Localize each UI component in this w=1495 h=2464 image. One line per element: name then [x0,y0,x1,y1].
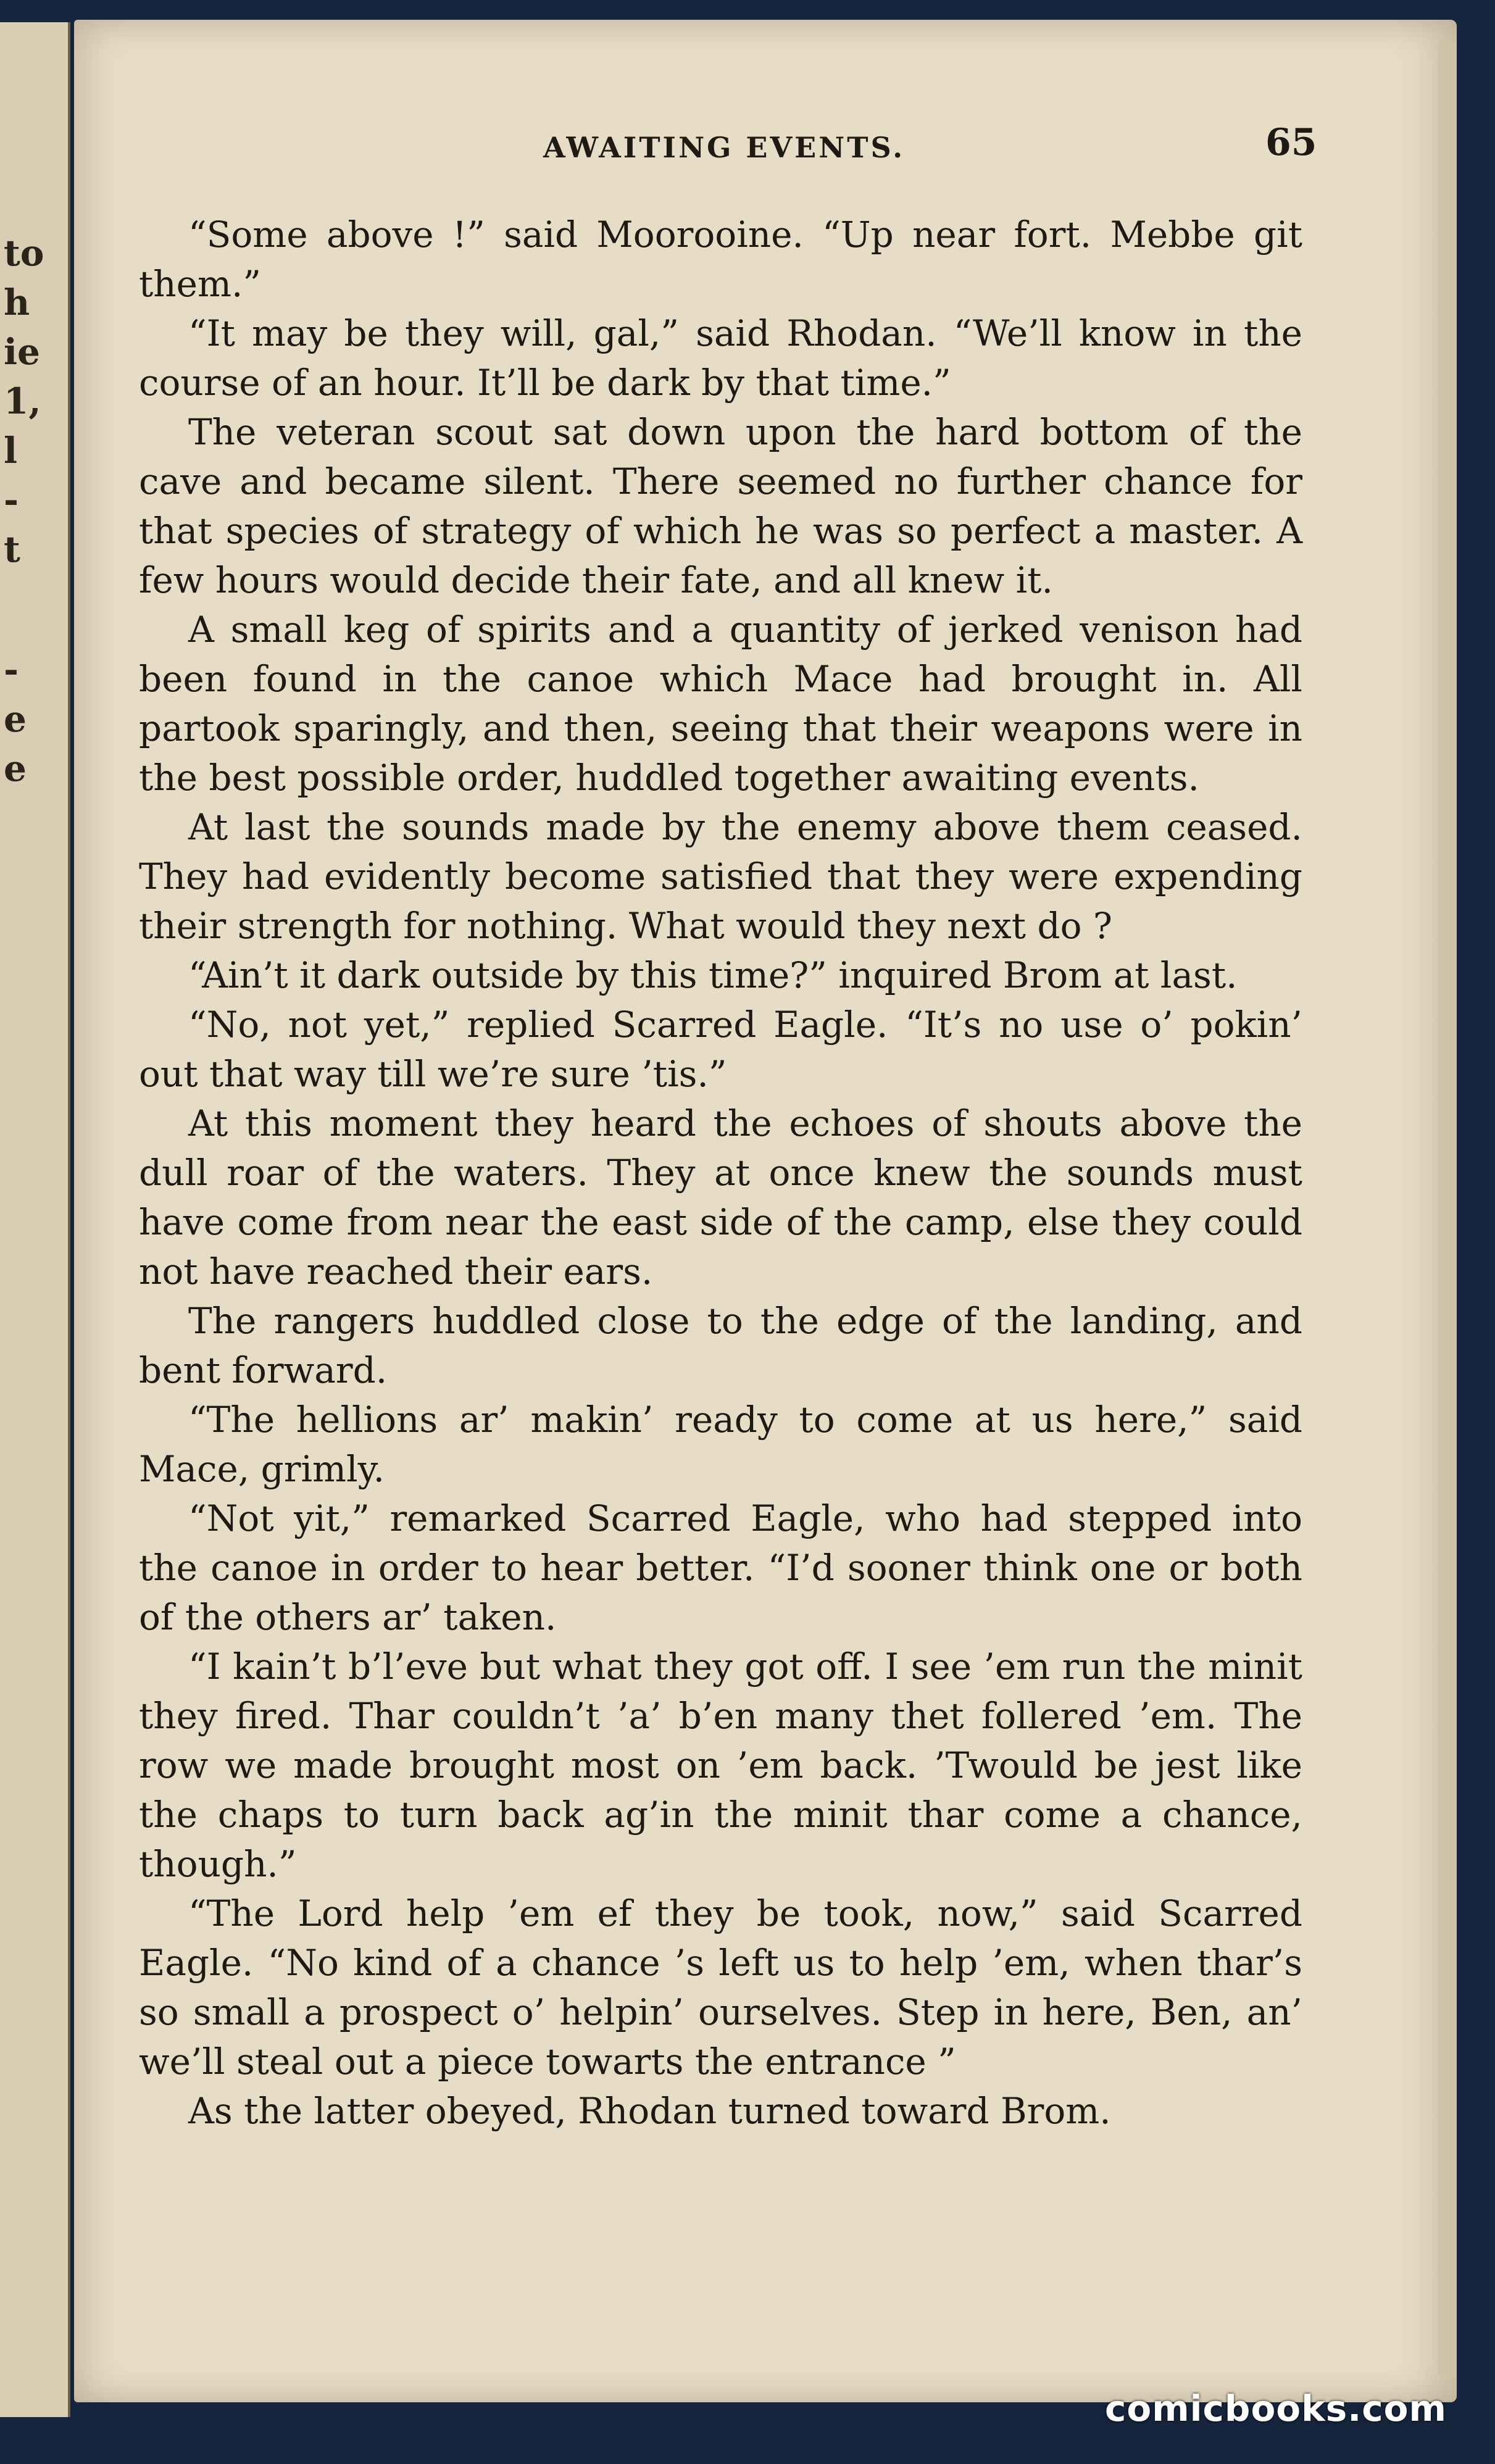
left-fragment: ie [4,331,40,373]
paragraph: “The Lord help ’em ef they be took, now,” said Scarred Eagle. “No kind of a chance ’s left us to help ’em, when thar’s so small a prospect o’ helpin’ ourselves. Step in here, Ben, an’ we’ll steal out a piece towarts the entrance ” [139,1892,1302,2083]
paragraph: “No, not yet,” replied Scarred Eagle. “It’s no use o’ pokin’ out that way till we’re sure ’tis.” [139,1004,1302,1095]
paragraph: “It may be they will, gal,” said Rhodan. “We’ll know in the course of an hour. It’ll be dark by that time.” [139,312,1302,404]
paragraph: “Some above !” said Moorooine. “Up near fort. Mebbe git them.” [139,214,1302,305]
page-number: 65 [1265,121,1317,164]
running-title: AWAITING EVENTS. [543,131,906,164]
body-text [139,210,1302,2136]
left-fragment: 1, [4,380,41,422]
paragraph: At this moment they heard the echoes of shouts above the dull roar of the waters. They at once knew the sounds must have come from near the east side of the camp, else they could not have reached their ears. [139,1102,1302,1292]
left-fragment: e [4,747,27,789]
paragraph: “Not yit,” remarked Scarred Eagle, who had stepped into the canoe in order to hear better. “I’d sooner think one or both of the others ar’ taken. [139,1497,1302,1638]
left-fragment: e [4,698,27,740]
page-edge [1438,43,1457,2376]
paragraph: At last the sounds made by the enemy above them ceased. They had evidently become satisfied that they were expending their strength for nothing. What would they next do ? [139,806,1302,947]
left-fragment: t [4,528,20,570]
paragraph: “Ain’t it dark outside by this time?” inquired Brom at last. [188,954,1238,996]
watermark: comicbooks.com [1105,2387,1447,2429]
left-fragment: to [4,232,44,274]
paragraph: The veteran scout sat down upon the hard bottom of the cave and became silent. There seemed no further chance for that species of strategy of which he was so perfect a master. A few hours would decide their fate, and all knew it. [139,411,1302,601]
left-fragment: - [4,479,19,521]
paragraph: “I kain’t b’l’eve but what they got off. I see ’em run the minit they fired. Thar couldn’t ’a’ b’en many thet follered ’em. The row we made brought most on ’em back. ’Twould be jest like the chaps to turn back ag’in the minit thar come a chance, though.” [139,1646,1302,1885]
left-fragment: - [4,649,19,691]
left-page-edge [0,22,70,2417]
paragraph: A small keg of spirits and a quantity of jerked venison had been found in the canoe which Mace had brought in. All partook sparingly, and then, seeing that their weapons were in the best possible order, huddled together awaiting events. [139,609,1302,799]
paragraph: “The hellions ar’ makin’ ready to come at us here,” said Mace, grimly. [139,1399,1302,1490]
left-fragment: l [4,430,18,472]
paragraph: The rangers huddled close to the edge of the landing, and bent forward. [139,1300,1302,1391]
left-fragment: h [4,281,30,323]
paragraph: As the latter obeyed, Rhodan turned toward Brom. [188,2090,1111,2132]
